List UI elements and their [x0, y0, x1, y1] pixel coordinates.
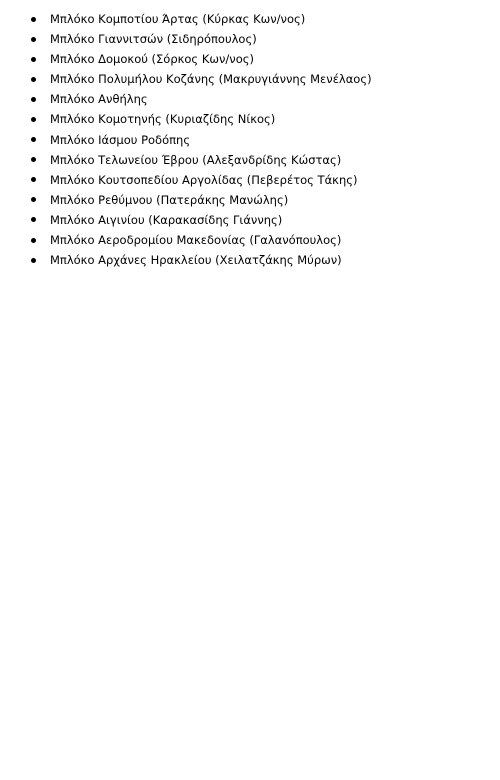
bullet-icon — [31, 77, 36, 82]
list-item-text: Μπλόκο Αιγινίου (Καρακασίδης Γιάννης) — [50, 212, 283, 227]
list-item — [0, 29, 500, 49]
bullet-icon — [31, 238, 36, 243]
list-item-text: Μπλόκο Ρεθύμνου (Πατεράκης Μανώλης) — [50, 192, 289, 207]
list-item — [0, 250, 500, 270]
list-item — [0, 210, 500, 230]
list-item-text: Μπλόκο Κουτσοπεδίου Αργολίδας (Πεβερέτος Τάκης) — [50, 172, 358, 187]
list-item-text: Μπλόκο Ιάσμου Ροδόπης — [50, 132, 191, 147]
list-item-text: Μπλόκο Τελωνείου Έβρου (Αλεξανδρίδης Κώστας) — [50, 152, 342, 167]
bullet-icon — [31, 197, 36, 202]
bullet-icon — [31, 17, 36, 22]
list-item — [0, 9, 500, 29]
list-item-text: Μπλόκο Κομποτίου Άρτας (Κύρκας Κων/νος) — [50, 12, 306, 26]
list-item — [0, 190, 500, 210]
list-item — [0, 89, 500, 109]
list-item-text: Μπλόκο Αρχάνες Ηρακλείου (Χειλατζάκης Μύρων) — [50, 253, 342, 268]
list-item — [0, 230, 500, 250]
list-item — [0, 150, 500, 170]
list-item-text: Μπλόκο Αεροδρομίου Μακεδονίας (Γαλανόπουλος) — [50, 233, 342, 248]
list-item-text: Μπλόκο Κομοτηνής (Κυριαζίδης Νίκος) — [50, 112, 276, 127]
bullet-icon — [31, 217, 36, 222]
list-item — [0, 69, 500, 89]
bullet-icon — [31, 258, 36, 263]
bullet-icon — [31, 117, 36, 122]
bullet-list — [0, 9, 500, 270]
bullet-icon — [31, 97, 36, 102]
list-item — [0, 109, 500, 129]
list-item — [0, 130, 500, 150]
list-item — [0, 49, 500, 69]
list-item-text: Μπλόκο Πολυμήλου Κοζάνης (Μακρυγιάννης Μενέλαος) — [50, 72, 372, 87]
list-item-text: Μπλόκο Γιαννιτσών (Σιδηρόπουλος) — [50, 32, 257, 47]
bullet-icon — [31, 137, 36, 142]
bullet-icon — [31, 177, 36, 182]
bullet-icon — [31, 157, 36, 162]
list-item-text: Μπλόκο Δομοκού (Σόρκος Κων/νος) — [50, 52, 255, 67]
list-item-text: Μπλόκο Ανθήλης — [50, 92, 148, 107]
bullet-icon — [31, 57, 36, 62]
list-item — [0, 170, 500, 190]
bullet-icon — [31, 37, 36, 42]
